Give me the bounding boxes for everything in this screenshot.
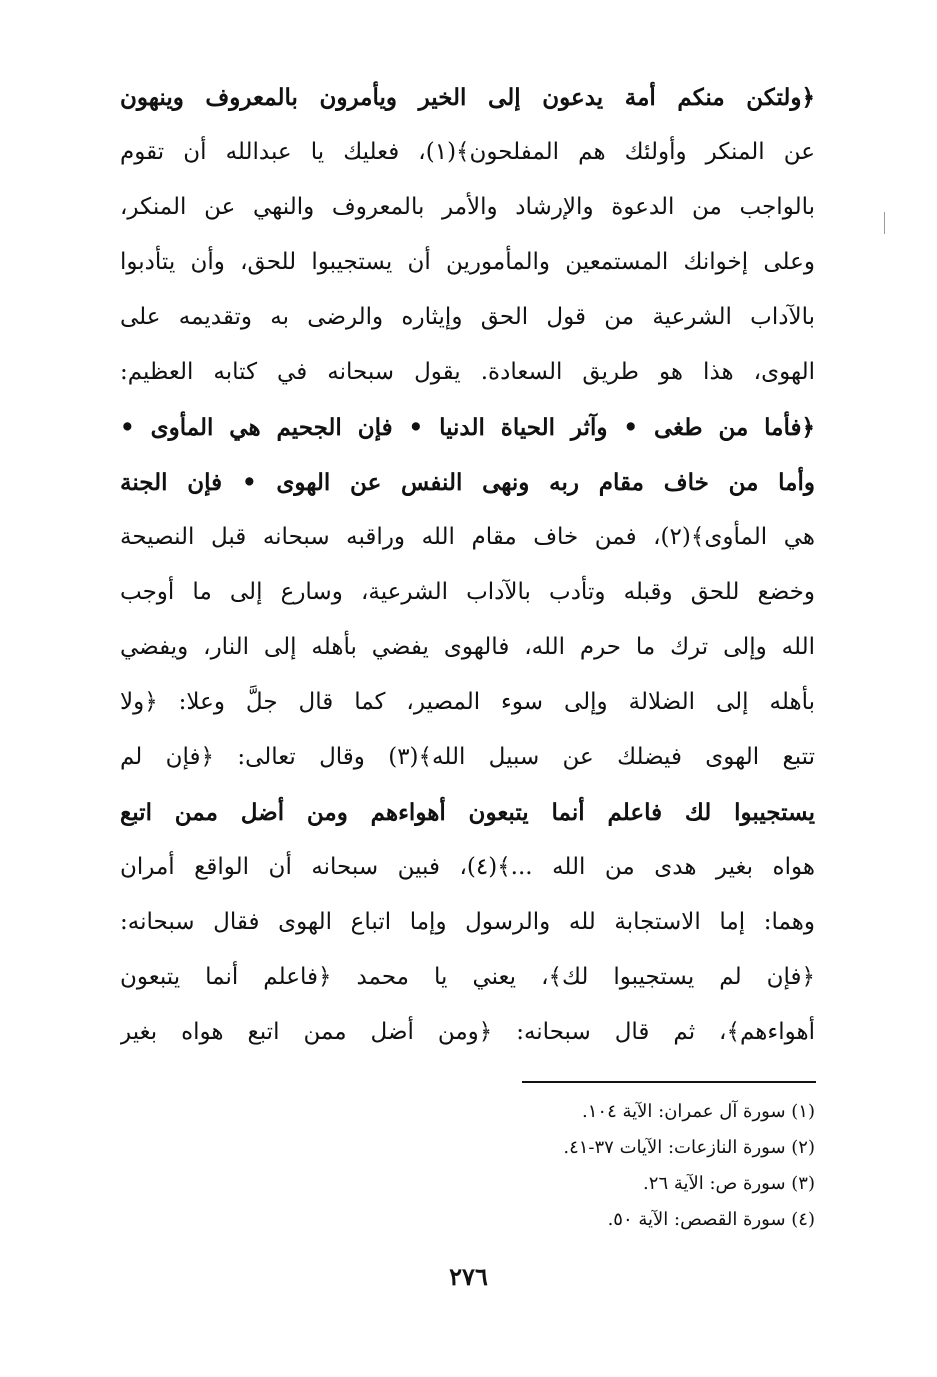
text-line: ﴿ولتكن منكم أمة يدعون إلى الخير ويأمرون بالمعروف وينهون [120,84,815,111]
text-line: وعلى إخوانك المستمعين والمأمورين أن يستجيبوا للحق، وأن يتأدبوا [120,249,815,275]
footnote: (٣) سورة ص: الآية ٢٦. [643,1173,815,1194]
text-line: بالواجب من الدعوة والإرشاد والأمر بالمعروف والنهي عن المنكر، [120,194,815,220]
text-line: بأهله إلى الضلالة وإلى سوء المصير، كما قال جلَّ وعلا: ﴿ولا [120,689,815,715]
text-line: هي المأوى﴾(٢)، فمن خاف مقام الله وراقبه سبحانه قبل النصيحة [120,524,815,550]
text-line: الله وإلى ترك ما حرم الله، فالهوى يفضي بأهله إلى النار، ويفضي [120,634,815,660]
text-line: هواه بغير هدى من الله ...﴾(٤)، فبين سبحانه أن الواقع أمران [120,854,815,880]
text-line: وخضع للحق وقبله وتأدب بالآداب الشرعية، وسارع إلى ما أوجب [120,579,815,605]
text-line: ﴿فإن لم يستجيبوا لك﴾، يعني يا محمد ﴿فاعلم أنما يتبعون [120,964,815,990]
text-line: ﴿فأما من طغى • وآثر الحياة الدنيا • فإن الجحيم هي المأوى • [120,414,815,441]
text-line: يستجيبوا لك فاعلم أنما يتبعون أهواءهم ومن أضل ممن اتبع [120,799,815,826]
text-line: بالآداب الشرعية من قول الحق وإيثاره والرضى به وتقديمه على [120,304,815,330]
text-line: وهما: إما الاستجابة لله والرسول وإما اتباع الهوى فقال سبحانه: [120,909,815,935]
text-line: أهواءهم﴾، ثم قال سبحانه: ﴿ومن أضل ممن اتبع هواه بغير [120,1019,815,1045]
margin-mark [884,212,885,234]
footnotes [300,1094,815,1238]
footnote: (١) سورة آل عمران: الآية ١٠٤. [582,1101,815,1122]
page-number: ٢٧٦ [449,1262,488,1291]
text-line: وأما من خاف مقام ربه ونهى النفس عن الهوى • فإن الجنة [120,469,815,496]
text-line: الهوى، هذا هو طريق السعادة. يقول سبحانه في كتابه العظيم: [120,359,815,385]
footnote-divider [522,1081,816,1083]
footnote: (٤) سورة القصص: الآية ٥٠. [607,1209,815,1230]
text-line: تتبع الهوى فيضلك عن سبيل الله﴾(٣) وقال تعالى: ﴿فإن لم [120,744,815,770]
body-text [120,70,815,1060]
text-line: عن المنكر وأولئك هم المفلحون﴾(١)، فعليك يا عبدالله أن تقوم [120,139,815,165]
footnote: (٢) سورة النازعات: الآيات ٣٧-٤١. [563,1137,815,1158]
